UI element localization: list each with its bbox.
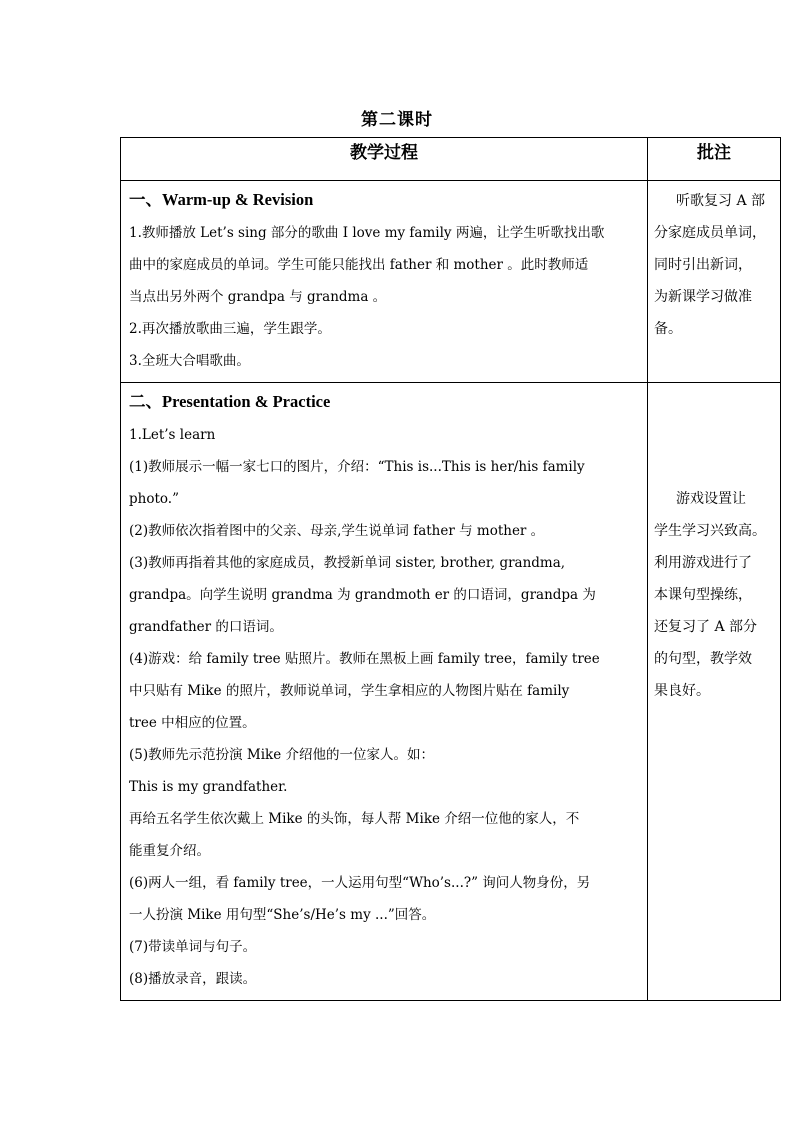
section1-note-line: 为新课学习做准 (654, 289, 752, 305)
section2-cell (121, 383, 648, 1001)
section1-title: 一、Warm-up & Revision (129, 190, 314, 209)
section1-line: 1.教师播放 Let’s sing 部分的歌曲 I love my family 两遍，让学生听歌找出歌 (129, 225, 605, 241)
section2-line: (6)两人一组，看 family tree，一人运用句型“Who’s...?” 询问人物身份，另 (129, 875, 591, 891)
section2-note-line: 果良好。 (654, 683, 710, 699)
lesson-table (120, 137, 781, 1001)
section2-line: 能重复介绍。 (129, 843, 210, 859)
section2-line: (2)教师依次指着图中的父亲、母亲,学生说单词 father 与 mother 。 (129, 523, 545, 539)
section2-note-line: 本课句型操练， (654, 587, 752, 603)
page-title: 第二课时 (361, 110, 433, 130)
section2-line: (1)教师展示一幅一家七口的图片，介绍：“This is...This is her/his family (129, 459, 585, 475)
section2-line: tree 中相应的位置。 (129, 715, 256, 731)
section1-line: 当点出另外两个 grandpa 与 grandma 。 (129, 289, 387, 305)
section2-line: (3)教师再指着其他的家庭成员，教授新单词 sister, brother, grandma, (129, 555, 566, 571)
section2-title: 二、Presentation & Practice (129, 392, 331, 411)
section2-note-line: 游戏设置让 (676, 491, 746, 507)
section2-line: 再给五名学生依次戴上 Mike 的头饰，每人帮 Mike 介绍一位他的家人，不 (129, 811, 580, 827)
section2-line: (5)教师先示范扮演 Mike 介绍他的一位家人。如： (129, 747, 435, 763)
section2-line: (4)游戏：给 family tree 贴照片。教师在黑板上画 family tree，family tree (129, 651, 600, 667)
section1-note-line: 备。 (654, 321, 682, 337)
section1-line: 曲中的家庭成员的单词。学生可能只能找出 father 和 mother 。此时教师适 (129, 257, 589, 273)
section2-line: photo.” (129, 491, 179, 507)
section1-line: 3.全班大合唱歌曲。 (129, 353, 250, 369)
section1-note-cell (648, 181, 781, 383)
header-notes: 批注 (648, 138, 781, 181)
section1-cell (121, 181, 648, 383)
section2-line: grandpa。向学生说明 grandma 为 grandmoth er 的口语词，grandpa 为 (129, 587, 596, 603)
section2-note-line: 利用游戏进行了 (654, 555, 752, 571)
section1-note-line: 同时引出新词， (654, 257, 752, 273)
section2-note-line: 学生学习兴致高。 (654, 523, 766, 539)
section2-line: grandfather 的口语词。 (129, 619, 283, 635)
section2-line: 中只贴有 Mike 的照片，教师说单词，学生拿相应的人物图片贴在 family (129, 683, 570, 699)
section2-line: This is my grandfather. (129, 779, 288, 795)
section2-line: 1.Let’s learn (129, 427, 216, 443)
section2-line: (8)播放录音，跟读。 (129, 971, 257, 987)
section2-note-line: 还复习了 A 部分 (654, 619, 758, 635)
section2-note-cell (648, 383, 781, 1001)
section1-note-line: 听歌复习 A 部 (676, 193, 766, 209)
section1-note-line: 分家庭成员单词， (654, 225, 766, 241)
section1-line: 2.再次播放歌曲三遍，学生跟学。 (129, 321, 331, 337)
section2-line: 一人扮演 Mike 用句型“She’s/He’s my ...”回答。 (129, 907, 436, 923)
section2-note-line: 的句型，教学效 (654, 651, 752, 667)
header-teaching-process: 教学过程 (121, 138, 648, 181)
section2-line: (7)带读单词与句子。 (129, 939, 257, 955)
